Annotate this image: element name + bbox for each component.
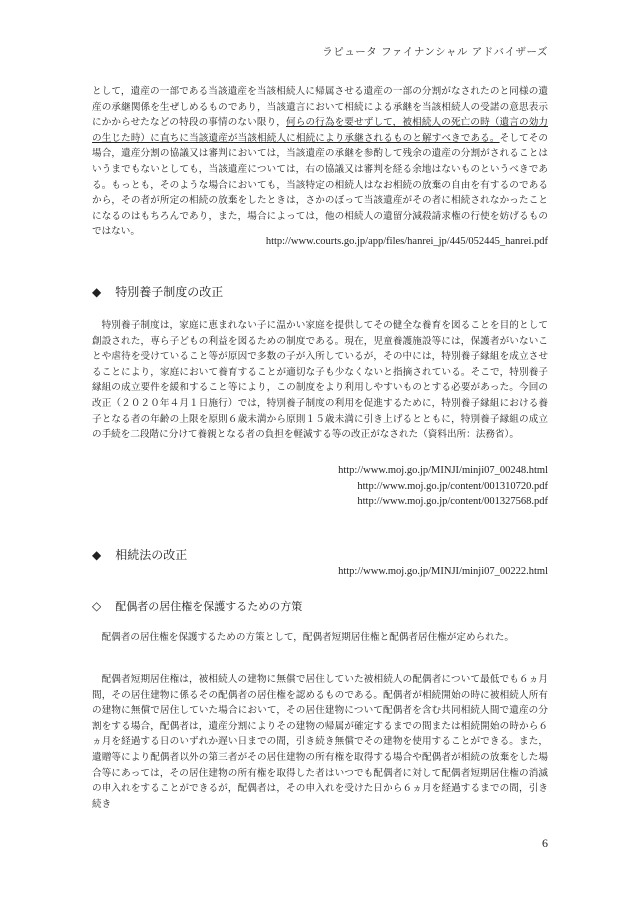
section-heading-inheritance-law — [92, 546, 187, 563]
quote-text-after: そしてその場合，遺産分割の協議又は審判においては，当該遺産の承継を参酌して残余の遺産の分割がされることはいうまでもないとしても，当該遺産については，右の協議又は審判を経る余地はないものというべきである。もっとも，そのような場合においても，当該特定の相続人はなお相続の放棄の自由を有するのであるから，その者が所定の相続の放棄をしたときは，さかのぼって当該遺産がその者に相続されなかったことになるのはもちろんであり，また，場合によっては，他の相続人の遺留分減殺請求権の行使を妨げるものではない。 — [92, 132, 549, 238]
url-item: http://www.moj.go.jp/content/001327568.pdf — [357, 496, 548, 507]
url-item: http://www.moj.go.jp/content/001310720.pdf — [357, 480, 548, 492]
quote-text-before: として，遺産の一部である当該遺産を当該相続人に帰属させる遺産の一部の分割がなされたのと同様の遺産の承継関係を生ぜしめるものであり，当該遺言において相続による承継を当該相続人の受諾の意思表示にかからせたなどの特段の事情のない限り， — [92, 86, 548, 129]
quote-text-underlined: 何らの行為を要せずして，被相続人の死亡の時（遺言の効力の生じた時）に直ちに当該遺産が当該相続人に相続により承継されるものと解すべきである。 — [92, 117, 548, 144]
diamond-bullet-icon: ◆ — [92, 284, 102, 299]
subsection-heading-spouse-residence — [92, 598, 302, 614]
section-title: 特別養子制度の改正 — [115, 285, 224, 299]
court-ruling-url: http://www.courts.go.jp/app/files/hanrei_jp/445/052445_hanrei.pdf — [265, 236, 548, 247]
diamond-bullet-icon: ◆ — [92, 547, 102, 562]
section-title: 相続法の改正 — [115, 548, 188, 562]
spouse-residence-intro: 配偶者の居住権を保護するための方策として，配偶者短期居住権と配偶者居住権が定められた。 — [101, 632, 514, 643]
section-heading-special-adoption — [92, 283, 223, 300]
special-adoption-url-list — [338, 463, 548, 510]
url-item: http://www.moj.go.jp/MINJI/minji07_00248.html — [338, 465, 548, 476]
spouse-short-term-residence-body: 配偶者短期居住権は，被相続人の建物に無償で居住していた被相続人の配偶者について最低でも６ヵ月間，その居住建物に係るその配偶者の居住権を認めるものである。配偶者が相続開始の時に被相続人所有の建物に無償で居住していた場合において，その居住建物について配偶者を含む共同相続人間で遺産の分割をする場合，配偶者は，遺産分割によりその建物の帰属が確定するまでの間または相続開始の時から６ヵ月を経過する日のいずれか遅い日までの間，引き続き無償でその建物を使用することができる。また，遺贈等により配偶者以外の第三者がその居住建物の所有権を取得する場合や配偶者が相続の放棄をした場合等にあっては，その居住建物の所有権を取得した者はいつでも配偶者に対して配偶者短期居住権の消滅の申入れをすることができるが，配偶者は，その申入れを受けた日から６ヵ月を経過するまでの間，引き続き — [92, 674, 548, 810]
page-number: 6 — [542, 836, 548, 850]
page-header: ラピュータ ファイナンシャル アドバイザーズ — [322, 46, 548, 58]
subsection-title: 配偶者の居住権を保護するための方策 — [115, 600, 303, 613]
court-ruling-quote — [92, 84, 548, 240]
hollow-diamond-bullet-icon: ◇ — [92, 599, 102, 613]
inheritance-law-url: http://www.moj.go.jp/MINJI/minji07_00222.html — [338, 566, 548, 577]
special-adoption-body: 特別養子制度は，家庭に恵まれない子に温かい家庭を提供してその健全な養育を図ることを目的として創設された，専ら子どもの利益を図るための制度である。現在，児童養護施設等には，保護者がいないことや虐待を受けていること等が原因で多数の子が入所しているが，その中には，特別養子縁組を成立させることにより，家庭において養育することが適切な子も少なくないと指摘されている。そこで，特別養子縁組の成立要件を緩和すること等により，この制度をより利用しやすいものとする必要があった。今回の改正（２０２０年４月１日施行）では，特別養子制度の利用を促進するために，特別養子縁組における養子となる者の年齢の上限を原則６歳未満から原則１５歳未満に引き上げるとともに，特別養子縁組の成立の手続を二段階に分けて養親となる者の負担を軽減する等の改正がなされた（資料出所：法務省）。 — [92, 320, 548, 441]
